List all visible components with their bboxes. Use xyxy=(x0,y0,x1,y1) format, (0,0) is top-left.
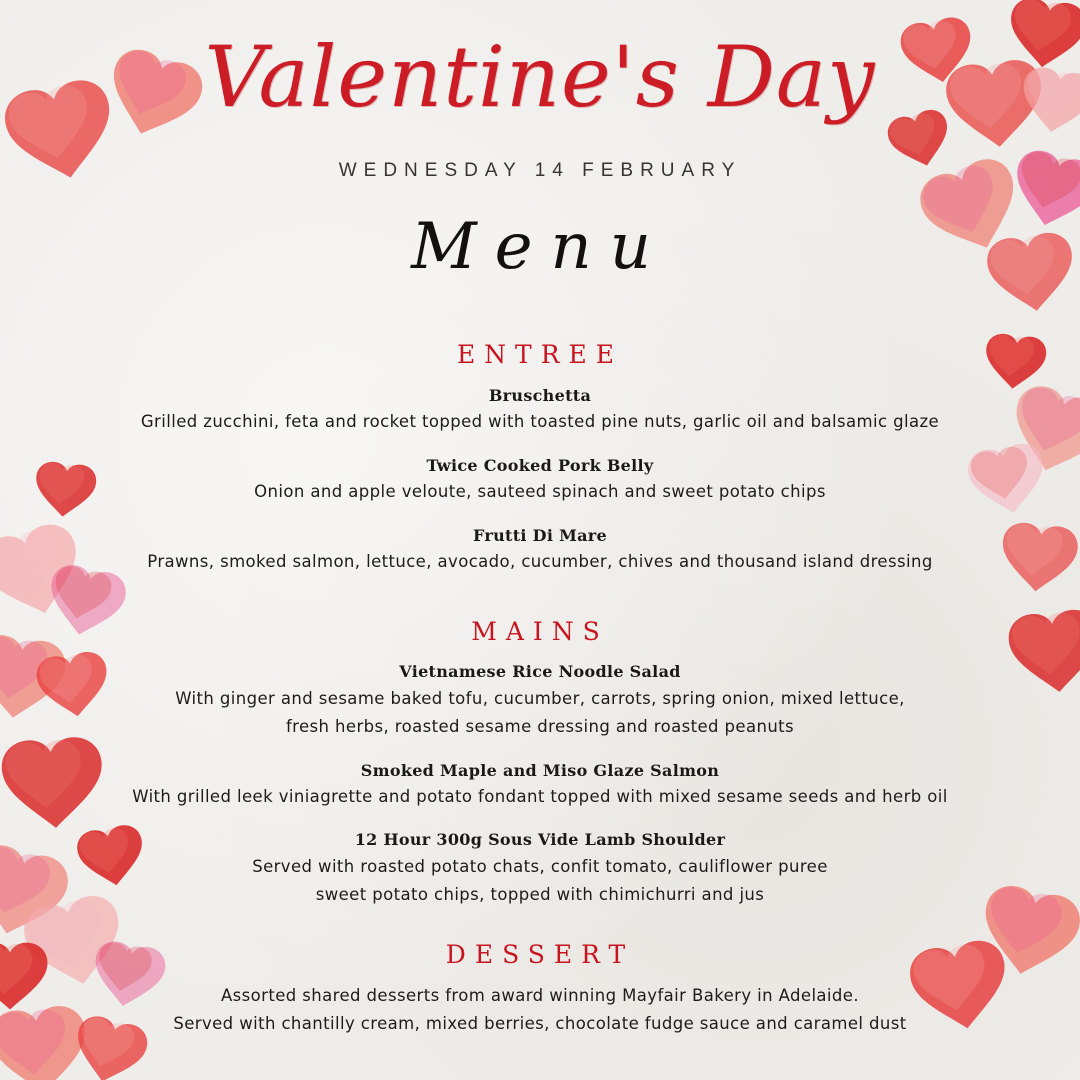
menu-item-desc: Served with roasted potato chats, confit tomato, cauliflower puree xyxy=(252,857,828,876)
event-date: WEDNESDAY 14 FEBRUARY xyxy=(338,160,742,181)
menu-item-desc: Grilled zucchini, feta and rocket topped with toasted pine nuts, garlic oil and balsamic glaze xyxy=(140,412,940,431)
section-heading-dessert: DESSERT xyxy=(445,940,635,969)
section-heading-entree: ENTREE xyxy=(456,340,624,369)
menu-item-name: Bruschetta xyxy=(488,386,592,405)
menu-item-name: Smoked Maple and Miso Glaze Salmon xyxy=(360,761,720,780)
menu-item-desc: fresh herbs, roasted sesame dressing and roasted peanuts xyxy=(285,717,795,736)
page-title: Valentine's Day xyxy=(204,28,876,126)
menu-heading: Menu xyxy=(411,210,669,284)
menu-item-desc: With grilled leek viniagrette and potato fondant topped with mixed sesame seeds and herb oil xyxy=(132,787,948,806)
dessert-desc: Assorted shared desserts from award winning Mayfair Bakery in Adelaide. xyxy=(221,986,859,1005)
menu-item-desc: Onion and apple veloute, sauteed spinach and sweet potato chips xyxy=(254,482,826,501)
dessert-desc: Served with chantilly cream, mixed berries, chocolate fudge sauce and caramel dust xyxy=(173,1014,907,1033)
menu-item-desc: Prawns, smoked salmon, lettuce, avocado, cucumber, chives and thousand island dressing xyxy=(147,552,933,571)
section-heading-mains: MAINS xyxy=(471,617,609,646)
menu-item-name: Vietnamese Rice Noodle Salad xyxy=(399,662,681,681)
menu-item-desc: With ginger and sesame baked tofu, cucumber, carrots, spring onion, mixed lettuce, xyxy=(175,689,905,708)
menu-item-name: Frutti Di Mare xyxy=(473,526,607,545)
menu-item-name: Twice Cooked Pork Belly xyxy=(426,456,654,475)
menu-item-name: 12 Hour 300g Sous Vide Lamb Shoulder xyxy=(354,830,726,849)
menu-item-desc: sweet potato chips, topped with chimichurri and jus xyxy=(315,885,765,904)
